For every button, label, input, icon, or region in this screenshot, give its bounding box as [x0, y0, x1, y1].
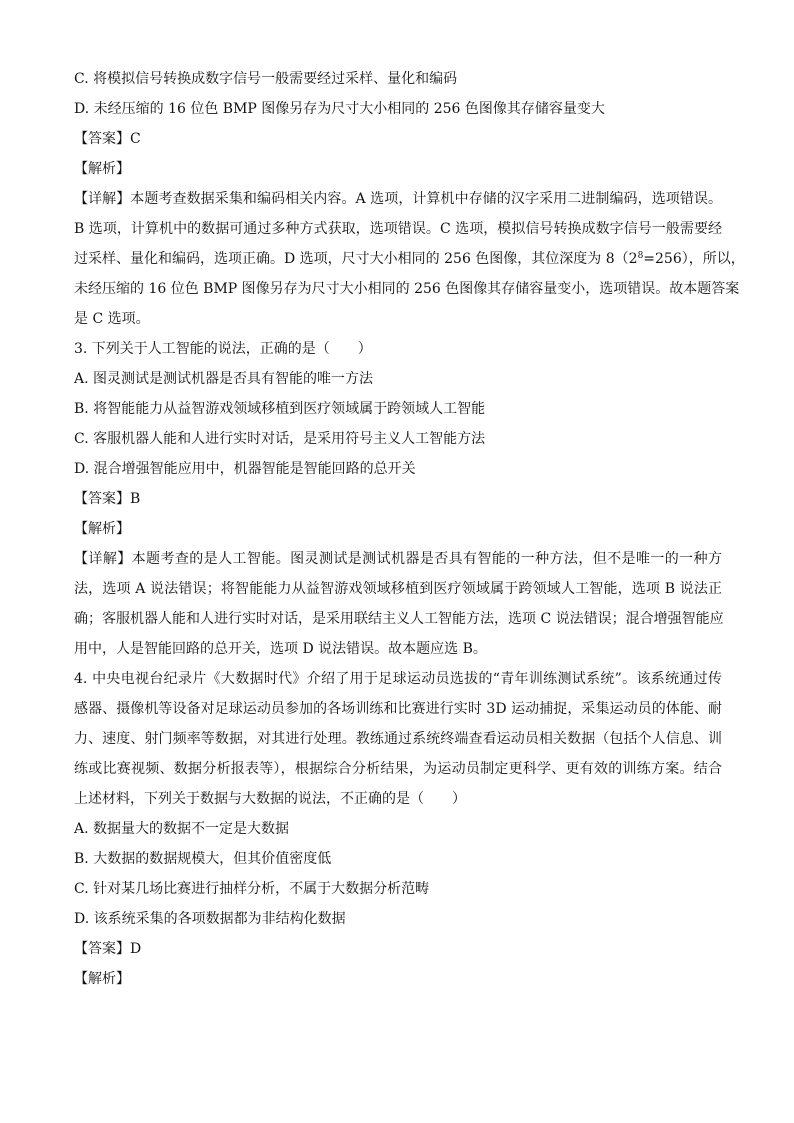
- q4-stem-line-1: 4. 中央电视台纪录片《大数据时代》介绍了用于足球运动员选拔的“青年训练测试系统”。该系统通过传: [74, 671, 722, 687]
- q3-detail-line-3: 确；客服机器人能和人进行实时对话，是采用联结主义人工智能方法，选项 C 说法错误；混合增强智能应: [74, 611, 724, 627]
- q3-option-c: C. 客服机器人能和人进行实时对话，是采用符号主义人工智能方法: [74, 431, 486, 447]
- q3-detail-line-2: 法，选项 A 说法错误；将智能能力从益智游戏领域移植到医疗领域属于跨领域人工智能，选项 B 说法正: [74, 581, 722, 597]
- q2-detail-line-3: [74, 244, 745, 274]
- q2-analysis-heading: 【解析】: [74, 161, 130, 177]
- q2-answer: 【答案】C: [74, 131, 141, 147]
- q3-option-b: B. 将智能能力从益智游戏领域移植到医疗领域属于跨领域人工智能: [74, 401, 486, 417]
- document-body: [74, 64, 745, 994]
- q3-analysis-heading: 【解析】: [74, 521, 130, 537]
- q2-detail-line-3-part-b: =256），所以，: [643, 251, 745, 267]
- q2-option-d: D. 未经压缩的 16 位色 BMP 图像另存为尺寸大小相同的 256 色图像其存储容量变大: [74, 101, 605, 117]
- q4-analysis-heading: 【解析】: [74, 971, 130, 987]
- q2-detail-line-5: 是 C 选项。: [74, 311, 150, 327]
- q4-option-b: B. 大数据的数据规模大，但其价值密度低: [74, 851, 332, 867]
- q2-option-c: C. 将模拟信号转换成数字信号一般需要经过采样、量化和编码: [74, 71, 458, 87]
- q4-answer: 【答案】D: [74, 941, 142, 957]
- q4-stem-line-3: 力、速度、射门频率等数据，对其进行处理。教练通过系统终端查看运动员相关数据（包括个人信息、训: [74, 731, 722, 747]
- q2-detail-line-3-part-a: 过采样、量化和编码，选项正确。D 选项，尺寸大小相同的 256 色图像，其位深度为 8（2: [74, 251, 638, 267]
- q4-option-c: C. 针对某几场比赛进行抽样分析，不属于大数据分析范畴: [74, 881, 430, 897]
- q3-stem: 3. 下列关于人工智能的说法，正确的是（ ）: [74, 341, 372, 357]
- q3-detail-line-1: 【详解】本题考查的是人工智能。图灵测试是测试机器是否具有智能的一种方法，但不是唯一的一种方: [74, 551, 722, 567]
- q4-stem-line-4: 练或比赛视频、数据分析报表等），根据综合分析结果，为运动员制定更科学、更有效的训练方案。结合: [74, 761, 722, 777]
- exponent: 8: [637, 251, 644, 261]
- q3-option-a: A. 图灵测试是测试机器是否具有智能的唯一方法: [74, 371, 374, 387]
- q2-detail-line-4: 未经压缩的 16 位色 BMP 图像另存为尺寸大小相同的 256 色图像其存储容量变小，选项错误。故本题答案: [74, 281, 740, 297]
- q2-detail-line-2: B 选项，计算机中的数据可通过多种方式获取，选项错误。C 选项，模拟信号转换成数字信号一般需要经: [74, 221, 722, 237]
- q3-detail-line-4: 用中，人是智能回路的总开关，选项 D 说法错误。故本题应选 B。: [74, 641, 487, 657]
- q4-stem-line-2: 感器、摄像机等设备对足球运动员参加的各场训练和比赛进行实时 3D 运动捕捉，采集运动员的体能、耐: [74, 701, 722, 717]
- q4-stem-line-5: 上述材料，下列关于数据与大数据的说法，不正确的是（ ）: [74, 791, 466, 807]
- q4-option-d: D. 该系统采集的各项数据都为非结构化数据: [74, 911, 346, 927]
- q4-option-a: A. 数据量大的数据不一定是大数据: [74, 821, 290, 837]
- q2-detail-line-1: 【详解】本题考查数据采集和编码相关内容。A 选项，计算机中存储的汉字采用二进制编码，选项错误。: [74, 191, 722, 207]
- q3-option-d: D. 混合增强智能应用中，机器智能是智能回路的总开关: [74, 461, 416, 477]
- q3-answer: 【答案】B: [74, 491, 141, 507]
